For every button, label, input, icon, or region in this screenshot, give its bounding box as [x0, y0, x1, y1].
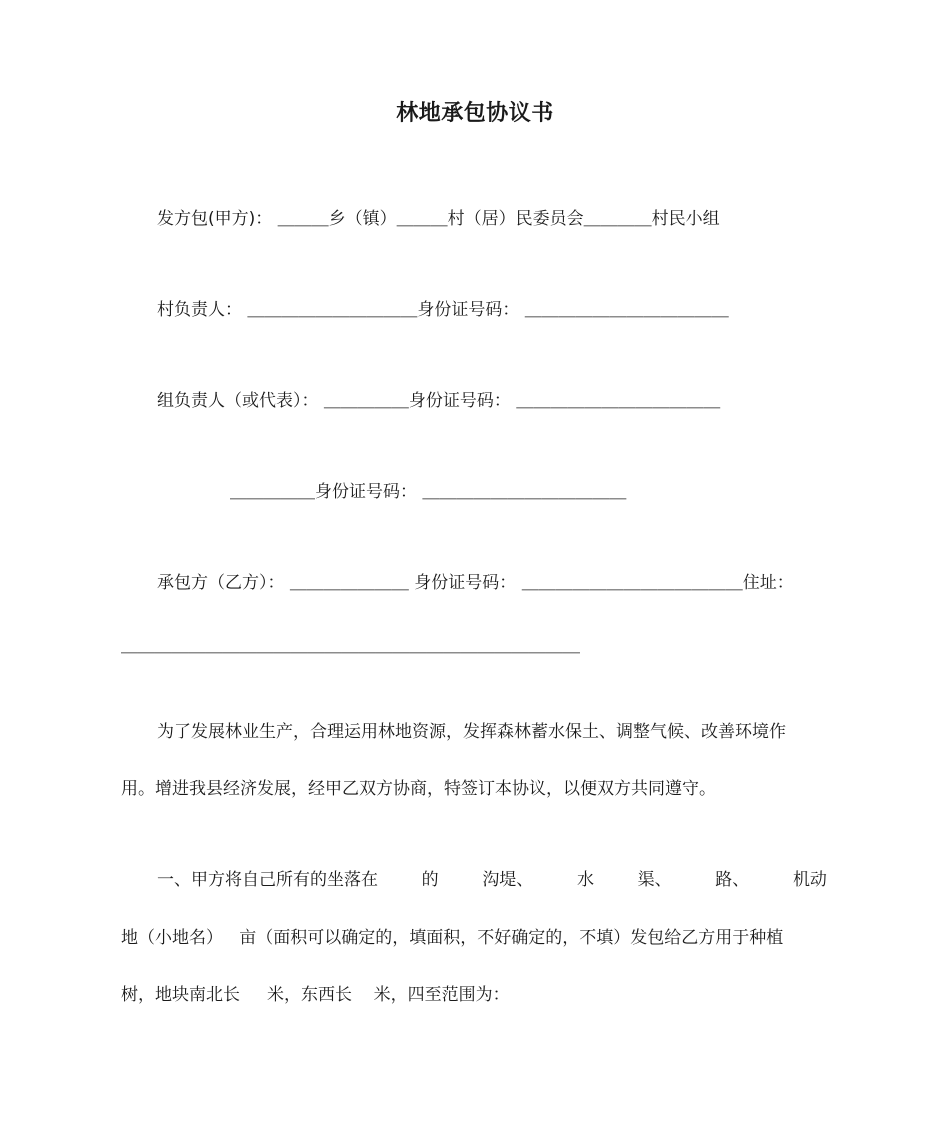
section-1-part: 路、 [715, 870, 750, 890]
section-1-part: 机动 [792, 870, 827, 890]
section-1-part: 的 [421, 870, 439, 890]
preamble-line-2: 用。增进我县经济发展，经甲乙双方协商，特签订本协议，以便双方共同遵守。 [121, 779, 716, 799]
party-b-line: 承包方（乙方）： ＿＿＿＿＿＿＿ 身份证号码： ＿＿＿＿＿＿＿＿＿＿＿＿＿住址： [157, 573, 794, 593]
extra-id-line: ＿＿＿＿＿身份证号码： ＿＿＿＿＿＿＿＿＿＿＿＿ [230, 482, 627, 502]
section-1-part: 渠、 [637, 870, 672, 890]
address-blank: ＿＿＿＿＿＿＿＿＿＿＿＿＿＿＿＿＿＿＿＿＿＿＿＿＿＿＿ [121, 636, 580, 656]
group-head-line: 组负责人（或代表）： ＿＿＿＿＿身份证号码： ＿＿＿＿＿＿＿＿＿＿＿＿ [157, 391, 721, 411]
section-1-part: 水 [576, 870, 594, 890]
section-1-part: 沟堤、 [482, 870, 534, 890]
section-1-line-2: 地（小地名） 亩（面积可以确定的，填面积，不好确定的，不填）发包给乙方用于种植 [121, 928, 784, 948]
village-head-line: 村负责人： ＿＿＿＿＿＿＿＿＿＿身份证号码： ＿＿＿＿＿＿＿＿＿＿＿＿ [157, 300, 729, 320]
document-title: 林地承包协议书 [396, 101, 554, 126]
party-a-line: 发方包(甲方)： ＿＿＿乡（镇）＿＿＿村（居）民委员会＿＿＿＿村民小组 [157, 209, 720, 229]
section-1-part: 一、甲方将自己所有的坐落在 [157, 870, 378, 890]
preamble-line-1: 为了发展林业生产，合理运用林地资源，发挥森林蓄水保土、调整气候、改善环境作 [157, 722, 786, 742]
section-1-line-3: 树，地块南北长 米，东西长 米，四至范围为： [121, 985, 510, 1005]
section-1-line-1 [157, 868, 827, 892]
